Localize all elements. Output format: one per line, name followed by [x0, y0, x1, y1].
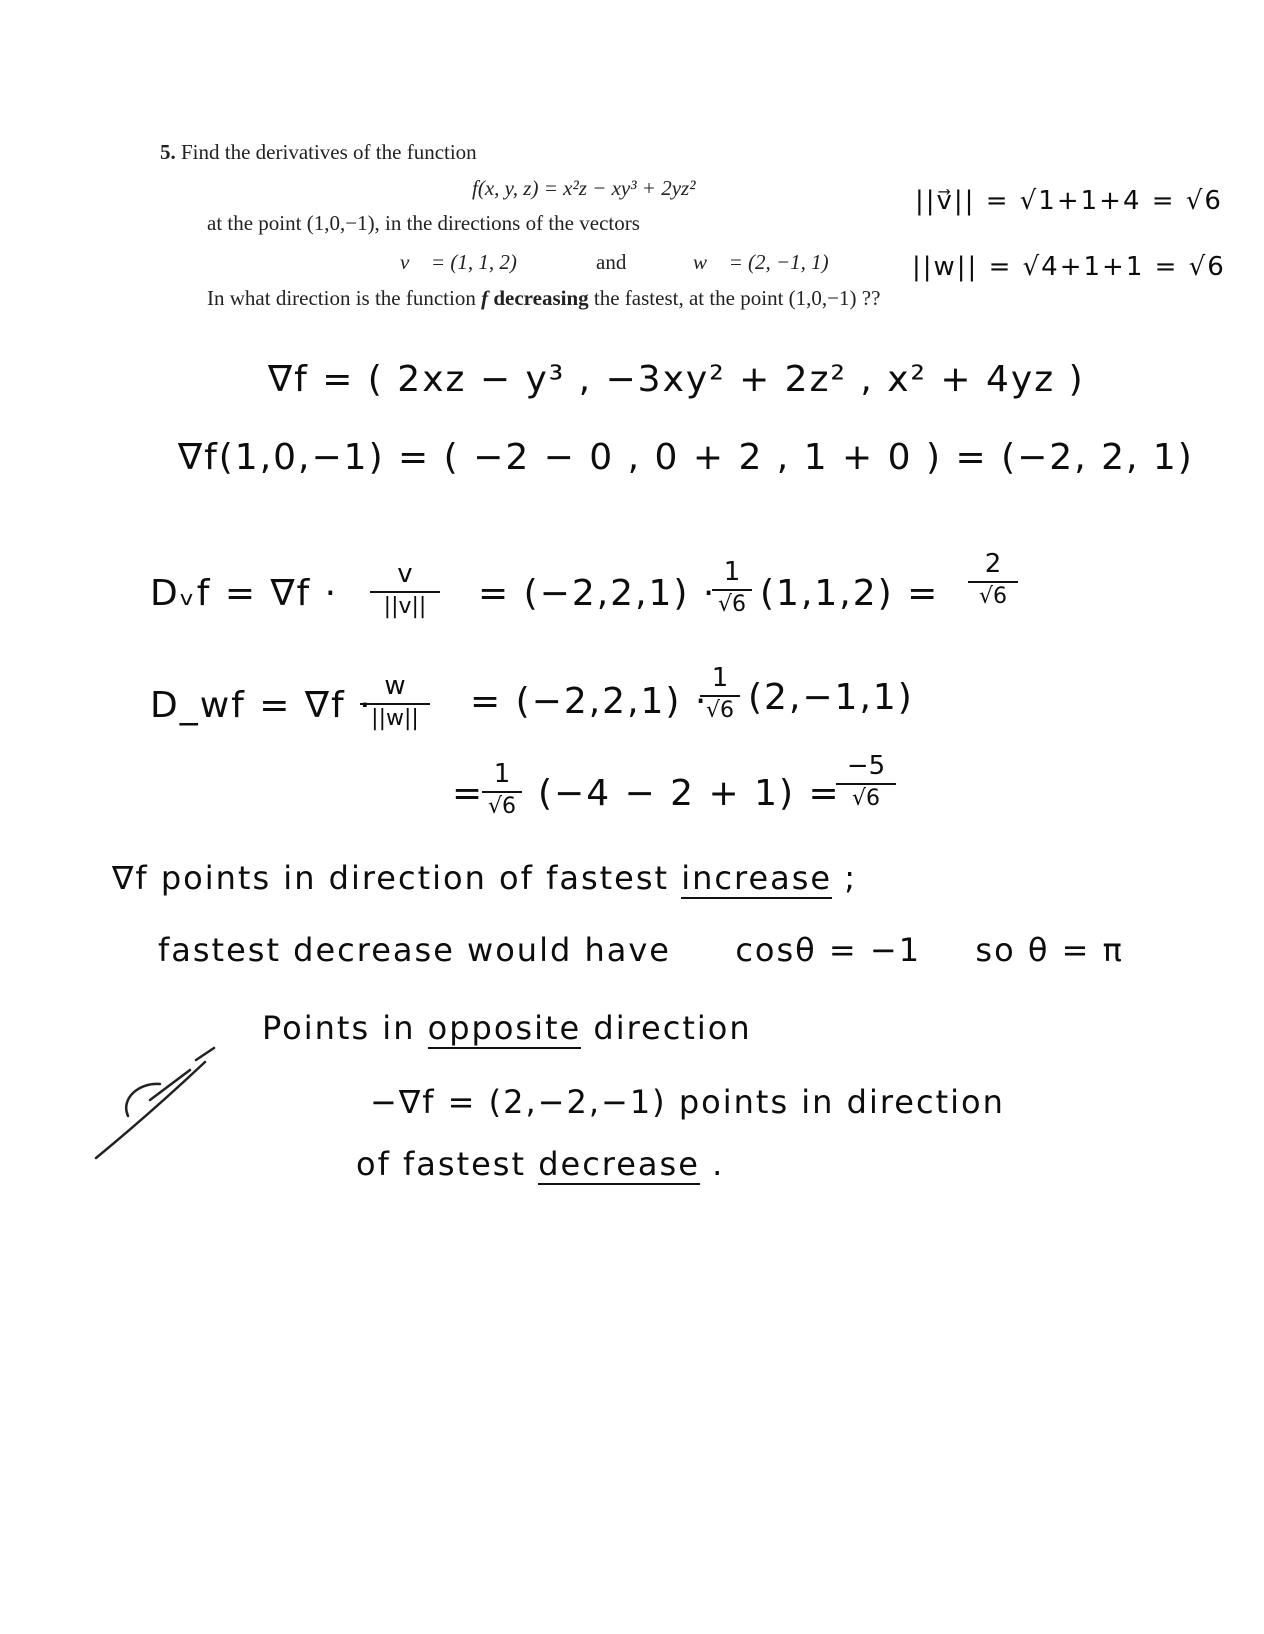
and-word: and	[596, 250, 627, 274]
dvf-frac-num: v	[397, 559, 413, 589]
note5-text: of fastest	[356, 1145, 527, 1183]
norm-w: ||w|| = √4+1+1 = √6	[912, 252, 1226, 282]
dvf-res-den: √6	[978, 583, 1007, 609]
dwf-mid: = (−2,2,1) ·	[470, 681, 709, 722]
vector-w: w⃗ = (2, −1, 1)	[693, 250, 829, 274]
dvf-vector: (1,1,2) =	[760, 573, 940, 614]
dvf-mid: = (−2,2,1) ·	[478, 573, 717, 614]
vector-v: v⃗ = (1, 1, 2)	[400, 250, 517, 274]
note2-theta: so θ = π	[975, 931, 1124, 969]
dwf-lhs: D_wf = ∇f ·	[150, 685, 373, 726]
question-f: f	[481, 286, 489, 310]
dwf2-res-den: √6	[851, 785, 880, 811]
note3-end: direction	[593, 1009, 752, 1047]
note3-text: Points in	[262, 1009, 416, 1047]
note1-underlined: increase	[681, 859, 833, 897]
note2-text: fastest decrease would have	[158, 931, 671, 969]
dvf-lhs: Dᵥf = ∇f ·	[150, 573, 339, 614]
norm-v: ||v⃗|| = √1+1+4 = √6	[915, 186, 1223, 216]
gradient-expression: ∇f = ( 2xz − y³ , −3xy² + 2z² , x² + 4yz )	[268, 359, 1085, 400]
note-line-4: −∇f = (2,−2,−1) points in direction	[370, 1083, 1005, 1121]
dwf2-equals: =	[452, 773, 485, 814]
dwf-vector: (2,−1,1)	[748, 677, 914, 718]
dvf-res-num: 2	[984, 549, 1002, 579]
note5-end: .	[712, 1145, 725, 1183]
question-suffix: the fastest, at the point (1,0,−1) ??	[593, 286, 881, 310]
dvf-coef-den: √6	[717, 591, 746, 617]
note1-text: ∇f points in direction of fastest	[112, 859, 670, 897]
problem-number: 5.	[160, 140, 176, 164]
point-text: at the point (1,0,−1), in the directions of the vectors	[207, 211, 640, 235]
dwf-frac-den: ||w||	[371, 705, 419, 731]
note2-cos: cosθ = −1	[735, 931, 922, 969]
checkmark-scribble	[96, 1048, 214, 1158]
function-definition: f(x, y, z) = x²z − xy³ + 2yz²	[472, 176, 696, 200]
question-bold: decreasing	[493, 286, 589, 310]
problem-intro: Find the derivatives of the function	[181, 140, 477, 164]
note5-underlined: decrease	[538, 1145, 700, 1183]
dvf-frac-den: ||v||	[383, 593, 427, 619]
note1-end: ;	[844, 859, 858, 897]
dwf-frac-num: w	[384, 671, 406, 701]
dwf2-res-num: −5	[846, 751, 886, 781]
dwf-coef-num: 1	[711, 663, 729, 693]
dwf-coef-den: √6	[705, 697, 734, 723]
gradient-at-point: ∇f(1,0,−1) = ( −2 − 0 , 0 + 2 , 1 + 0 ) = (−2, 2, 1)	[178, 437, 1194, 478]
dwf2-coef-num: 1	[493, 759, 511, 789]
question-prefix: In what direction is the function	[207, 286, 476, 310]
note3-underlined: opposite	[427, 1009, 582, 1047]
dvf-coef-num: 1	[723, 557, 741, 587]
dwf2-coef-den: √6	[487, 793, 516, 819]
dwf2-expression: (−4 − 2 + 1) =	[538, 773, 841, 814]
